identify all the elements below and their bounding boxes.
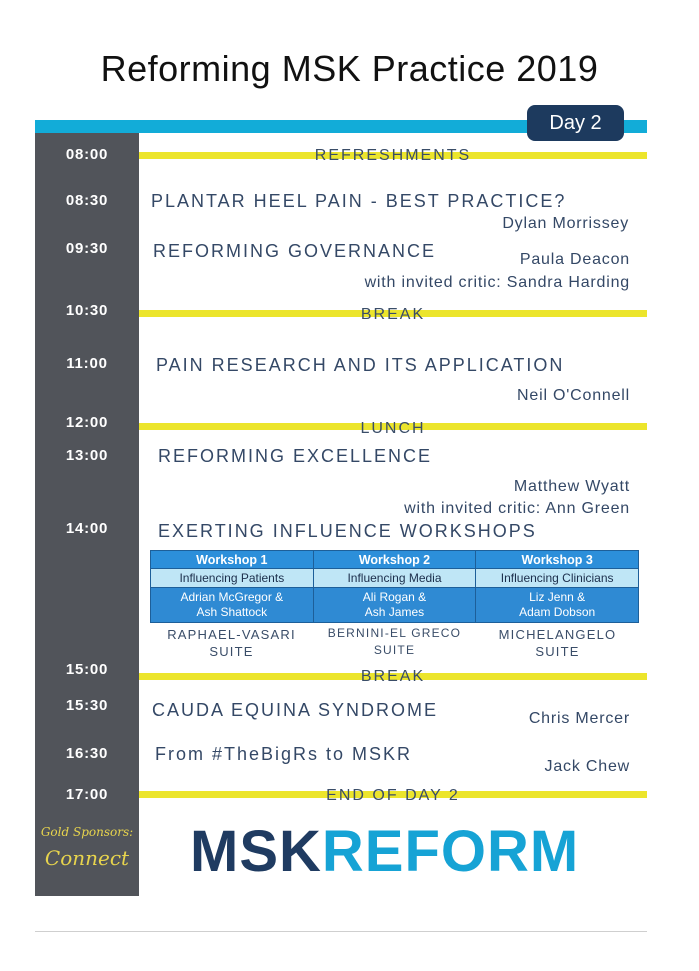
suite-line: SUITE bbox=[373, 643, 416, 657]
time-label: 08:00 bbox=[65, 146, 109, 163]
sponsor-logo: Connect bbox=[44, 846, 130, 870]
suite-line: SUITE bbox=[535, 644, 580, 659]
suite-line: MICHELANGELO bbox=[498, 627, 617, 642]
time-label: 16:30 bbox=[65, 745, 109, 762]
suite-line: BERNINI-EL GRECO bbox=[327, 626, 462, 640]
session-title: PLANTAR HEEL PAIN - BEST PRACTICE? bbox=[151, 191, 567, 211]
suite-line: SUITE bbox=[209, 644, 254, 659]
workshop-suite bbox=[476, 626, 639, 660]
bottom-divider bbox=[35, 931, 647, 932]
speaker-name: Dylan Morrissey bbox=[502, 215, 629, 232]
day-badge: Day 2 bbox=[527, 105, 624, 141]
logo-part: MSK bbox=[190, 819, 322, 884]
lunch-label: LUNCH bbox=[360, 420, 426, 437]
workshop-name: Workshop 2 bbox=[313, 551, 476, 569]
presenter-line: Ash James bbox=[364, 605, 425, 619]
speaker-name: Neil O'Connell bbox=[517, 387, 630, 404]
workshop-name: Workshop 1 bbox=[151, 551, 314, 569]
time-label: 08:30 bbox=[65, 192, 109, 209]
presenter-line: Liz Jenn & bbox=[529, 590, 586, 604]
time-label: 11:00 bbox=[66, 355, 108, 372]
workshop-topic: Influencing Clinicians bbox=[476, 569, 639, 588]
speaker-name: Chris Mercer bbox=[528, 710, 630, 727]
end-of-day-label: END OF DAY 2 bbox=[326, 787, 460, 804]
workshop-presenters bbox=[313, 588, 476, 623]
time-label: 13:00 bbox=[65, 447, 109, 464]
presenter-line: Adam Dobson bbox=[519, 605, 596, 619]
invited-critic: with invited critic: Ann Green bbox=[404, 500, 630, 517]
page-title: Reforming MSK Practice 2019 bbox=[100, 48, 599, 89]
time-label: 17:00 bbox=[65, 786, 109, 803]
workshop-suite bbox=[150, 626, 313, 660]
workshop-topic: Influencing Patients bbox=[151, 569, 314, 588]
invited-critic: with invited critic: Sandra Harding bbox=[364, 274, 630, 291]
time-label: 09:30 bbox=[65, 240, 109, 257]
session-title: EXERTING INFLUENCE WORKSHOPS bbox=[158, 521, 537, 541]
break-label: BREAK bbox=[360, 668, 426, 685]
session-title: PAIN RESEARCH AND ITS APPLICATION bbox=[156, 355, 565, 375]
time-label: 14:00 bbox=[65, 520, 109, 537]
time-label: 15:00 bbox=[65, 661, 109, 678]
speaker-name: Jack Chew bbox=[544, 758, 630, 775]
time-label: 15:30 bbox=[65, 697, 109, 714]
workshop-name: Workshop 3 bbox=[476, 551, 639, 569]
refreshments-label: REFRESHMENTS bbox=[314, 147, 472, 164]
speaker-name: Paula Deacon bbox=[519, 251, 630, 268]
logo-part: REFORM bbox=[321, 819, 580, 884]
time-label: 10:30 bbox=[65, 302, 109, 319]
mskreform-logo bbox=[190, 818, 579, 885]
sponsor-label: Gold Sponsors: bbox=[40, 825, 134, 839]
workshops-table bbox=[150, 550, 639, 623]
break-label: BREAK bbox=[360, 306, 426, 323]
session-title: CAUDA EQUINA SYNDROME bbox=[152, 700, 439, 720]
suite-line: RAPHAEL-VASARI bbox=[167, 627, 296, 642]
session-title: From #TheBigRs to MSKR bbox=[155, 744, 413, 764]
workshop-suite bbox=[313, 625, 476, 659]
workshop-presenters bbox=[151, 588, 314, 623]
speaker-name: Matthew Wyatt bbox=[513, 478, 630, 495]
presenter-line: Ali Rogan & bbox=[362, 590, 427, 604]
workshop-presenters bbox=[476, 588, 639, 623]
time-label: 12:00 bbox=[65, 414, 109, 431]
workshop-topic: Influencing Media bbox=[313, 569, 476, 588]
session-title: REFORMING GOVERNANCE bbox=[153, 241, 437, 261]
session-title: REFORMING EXCELLENCE bbox=[158, 446, 433, 466]
presenter-line: Ash Shattock bbox=[196, 605, 268, 619]
presenter-line: Adrian McGregor & bbox=[180, 590, 284, 604]
